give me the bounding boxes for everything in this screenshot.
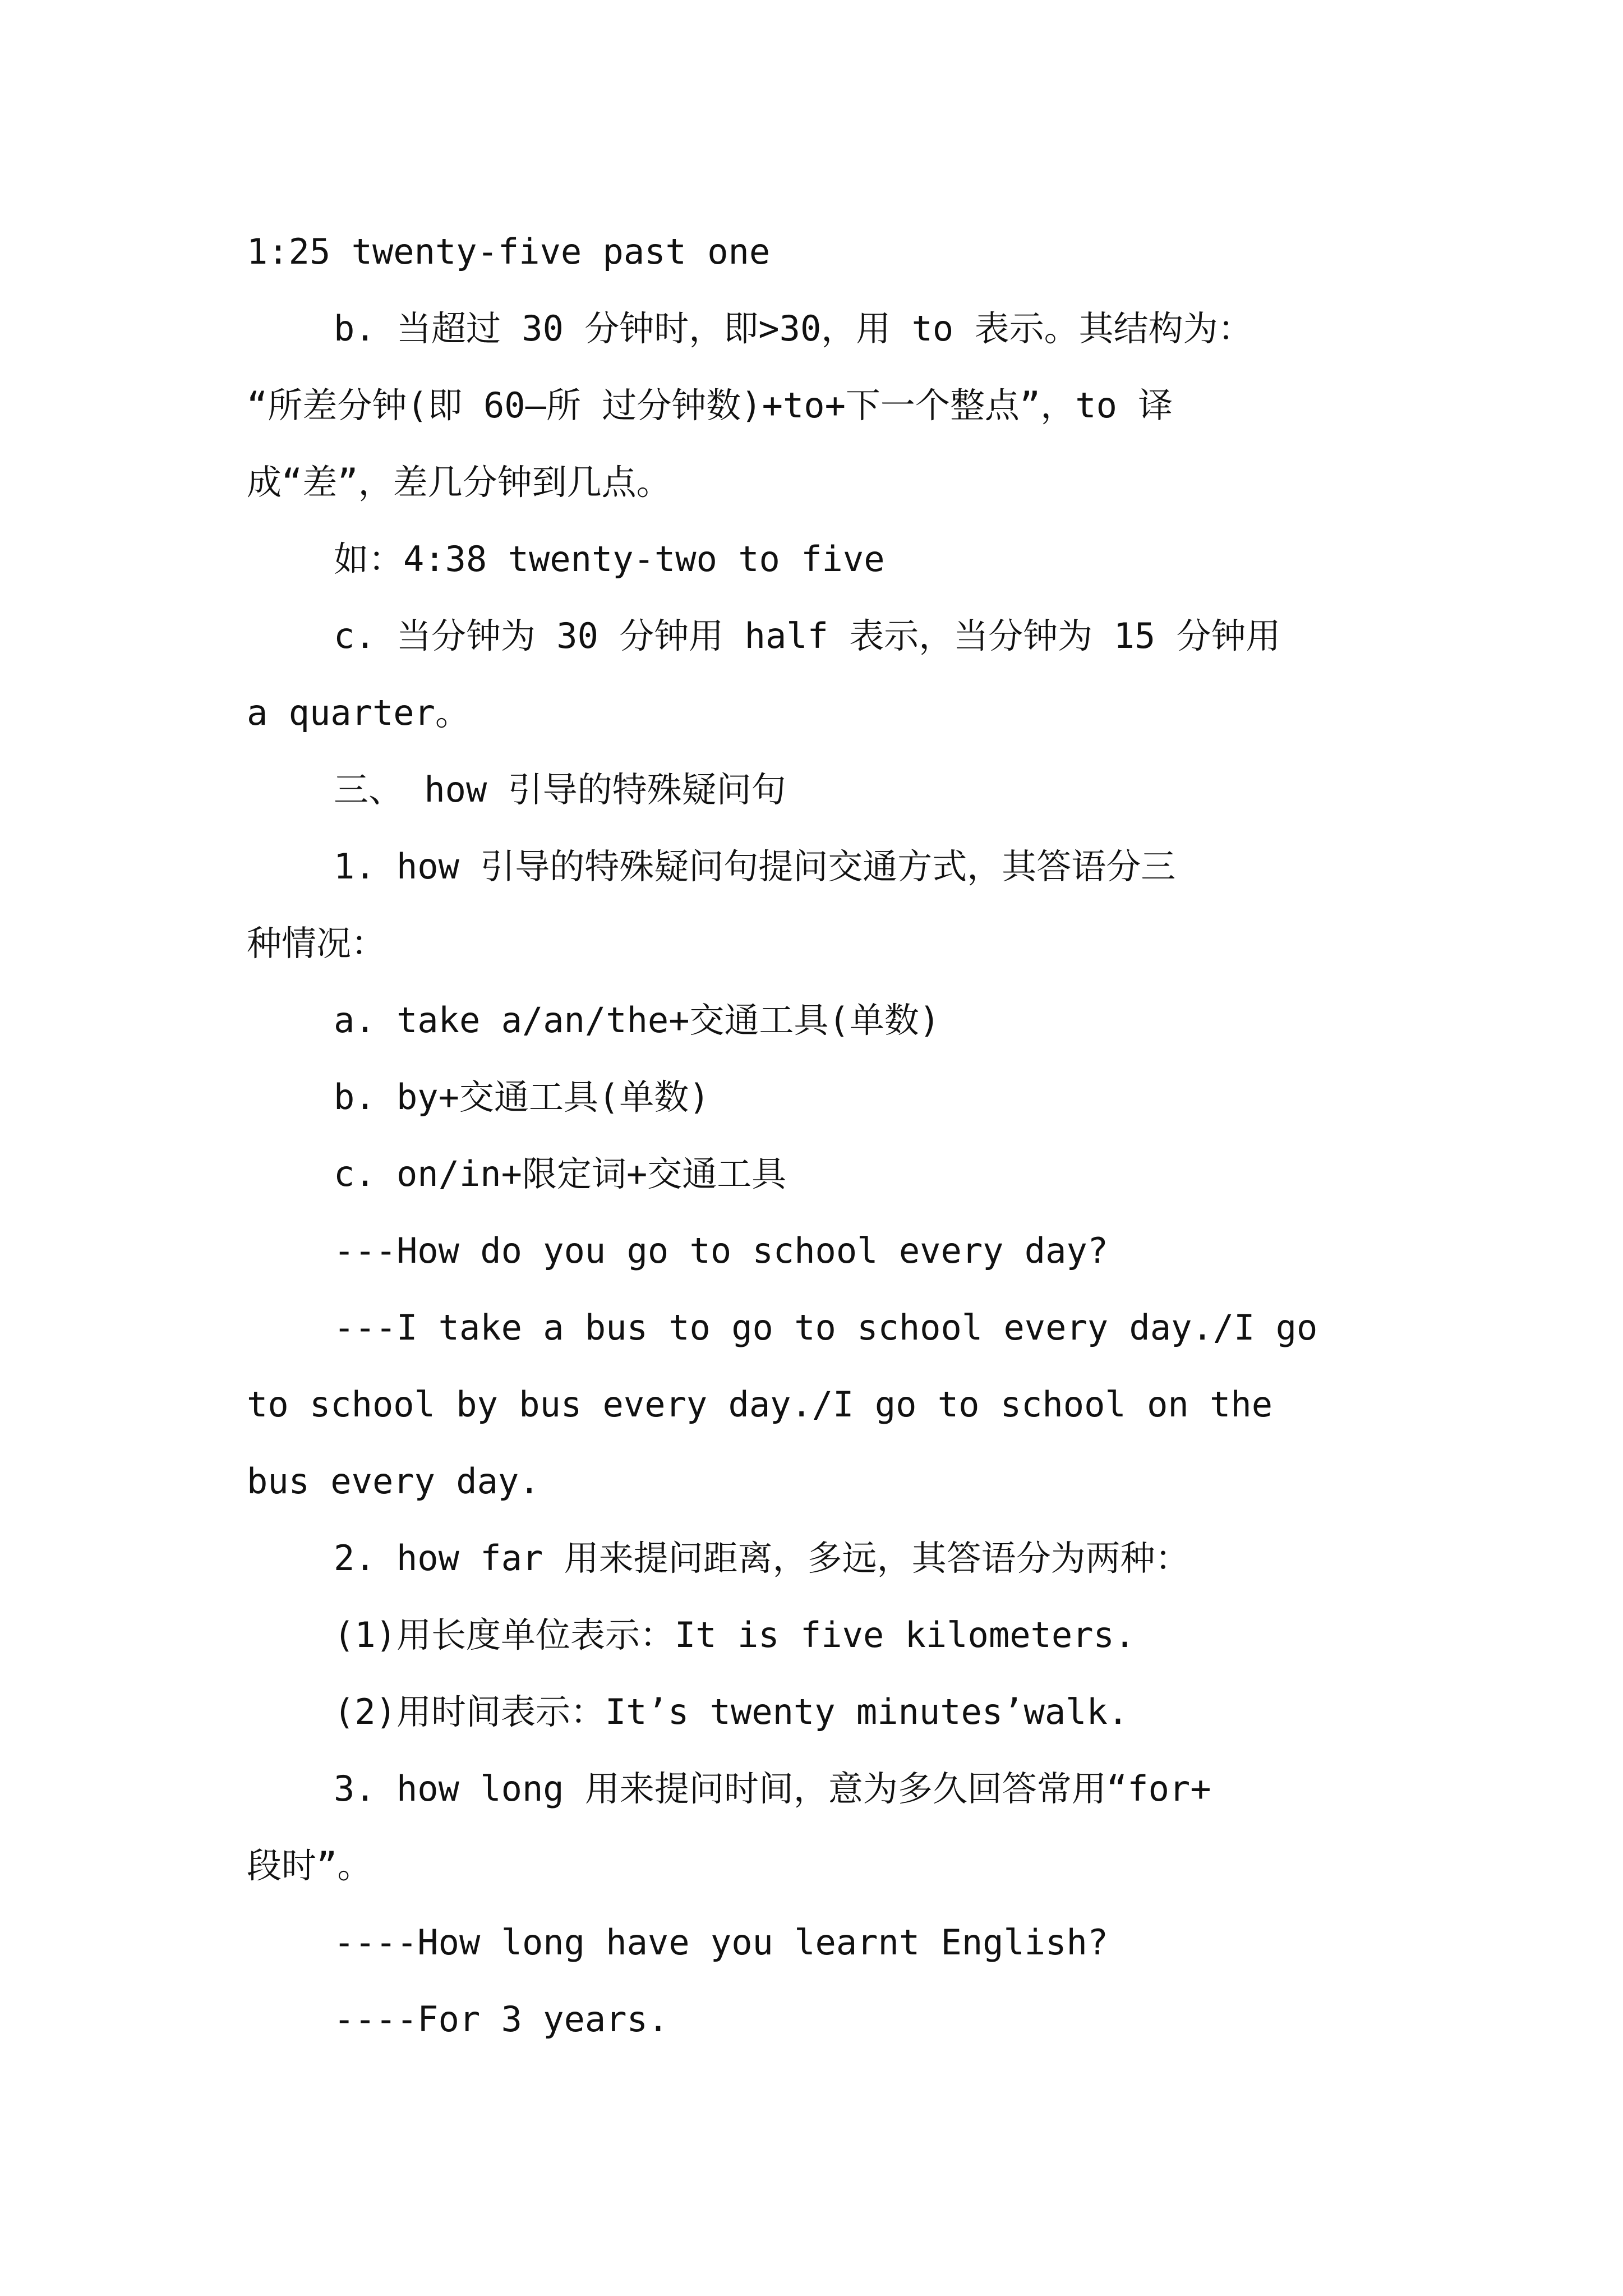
list-item: (2)用时间表示：It’s twenty minutes’walk. xyxy=(334,1691,1129,1732)
text-line: 种情况： xyxy=(247,923,386,964)
dialogue-line: ----How long have you learnt English? xyxy=(334,1922,1109,1963)
text-line: b. 当超过 30 分钟时，即>30，用 to 表示。其结构为： xyxy=(334,308,1253,349)
text-line: 3. how long 用来提问时间，意为多久回答常用“for+ xyxy=(334,1768,1211,1809)
text-line: c. 当分钟为 30 分钟用 half 表示，当分钟为 15 分钟用 xyxy=(334,615,1281,656)
text-line: “所差分钟(即 60—所 过分钟数)+to+下一个整点”，to 译 xyxy=(247,385,1173,426)
section-heading: 三、 how 引导的特殊疑问句 xyxy=(334,769,786,810)
dialogue-line: ----For 3 years. xyxy=(334,1999,669,2040)
list-item: (1)用长度单位表示：It is five kilometers. xyxy=(334,1614,1136,1655)
text-line: 1. how 引导的特殊疑问句提问交通方式，其答语分三 xyxy=(334,846,1176,887)
text-line: 如：4:38 twenty-two to five xyxy=(334,539,885,579)
document-body xyxy=(247,213,1385,2058)
text-line: 1:25 twenty-five past one xyxy=(247,231,771,272)
text-line: 成“差”，差几分钟到几点。 xyxy=(247,462,671,503)
dialogue-line: ---I take a bus to go to school every day./I go xyxy=(334,1307,1318,1348)
text-line: a quarter。 xyxy=(247,692,470,733)
list-item: a. take a/an/the+交通工具(单数) xyxy=(334,1000,940,1041)
list-item: c. on/in+限定词+交通工具 xyxy=(334,1153,787,1194)
text-line: 2. how far 用来提问距离，多远，其答语分为两种： xyxy=(334,1538,1190,1579)
dialogue-line: to school by bus every day./I go to school on the xyxy=(247,1384,1273,1425)
list-item: b. by+交通工具(单数) xyxy=(334,1076,710,1117)
dialogue-line: ---How do you go to school every day? xyxy=(334,1230,1109,1271)
text-line: 段时”。 xyxy=(247,1845,372,1886)
dialogue-line: bus every day. xyxy=(247,1461,540,1502)
